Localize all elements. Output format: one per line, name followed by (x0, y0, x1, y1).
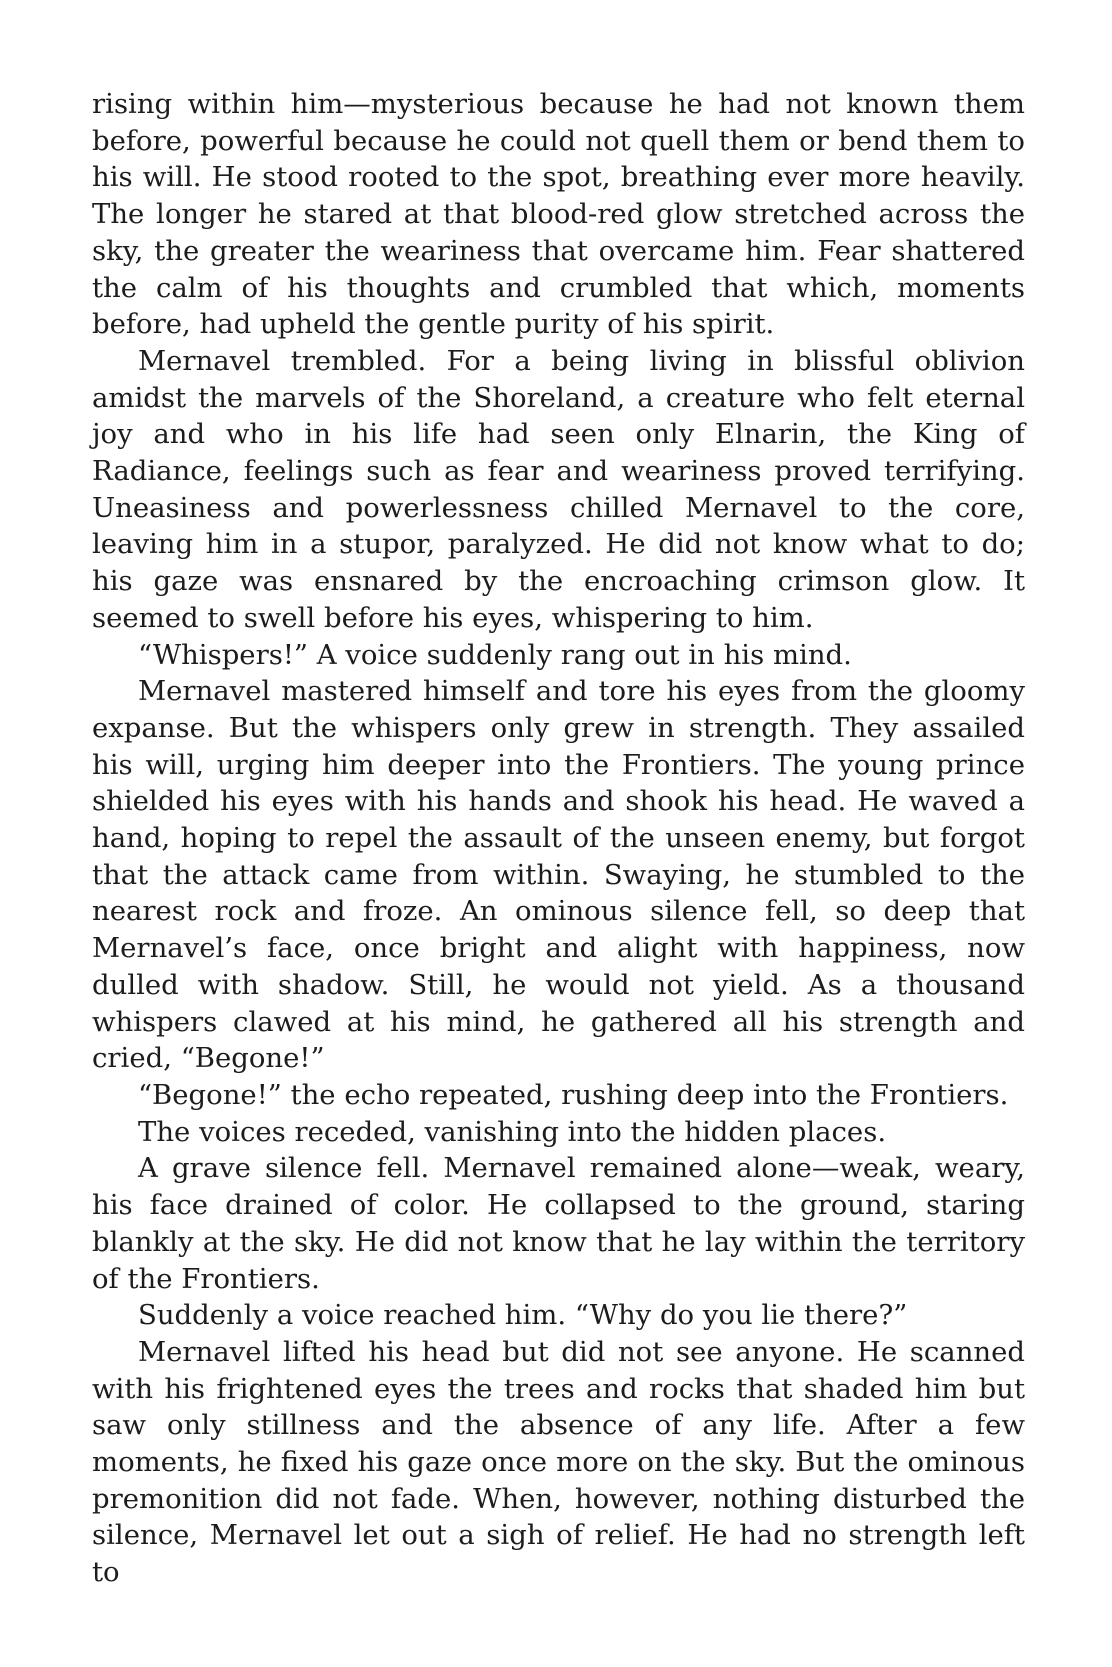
paragraph-8: Suddenly a voice reached him. “Why do you lie there?” (138, 1299, 908, 1332)
paragraph-2: Mernavel trembled. For a being living in blissful oblivion amidst the marvels of the Shoreland, a creature who felt eternal joy and who in his life had seen only Elnarin, the King of Radiance, feelings such as fear and weariness proved terrifying. Uneasiness and powerlessness chilled Mernavel to the core, leaving him in a stupor, paralyzed. He did not know what to do; his gaze was ensnared by the encroaching crimson glow. It seemed to swell before his eyes, whispering to him. (92, 344, 1025, 634)
paragraph-7: A grave silence fell. Mernavel remained alone—weak, weary, his face drained of color. He collapsed to the ground, staring blankly at the sky. He did not know that he lay within the territory of the Frontiers. (92, 1152, 1025, 1295)
paragraph-3: “Whispers!” A voice suddenly rang out in his mind. (138, 638, 852, 671)
paragraph-1: rising within him—mysterious because he had not known them before, powerful because he could not quell them or bend them to his will. He stood rooted to the spot, breathing ever more heavily. The longer he stared at that blood-red glow stretched across the sky, the greater the weariness that overcame him. Fear shattered the calm of his thoughts and crumbled that which, moments before, had upheld the gentle purity of his spirit. (92, 88, 1025, 341)
paragraph-9: Mernavel lifted his head but did not see anyone. He scanned with his frightened eyes the trees and rocks that shaded him but saw only stillness and the absence of any life. After a few moments, he fixed his gaze once more on the sky. But the ominous premonition did not fade. When, however, nothing disturbed the silence, Mernavel let out a sigh of relief. He had no strength left to (92, 1335, 1025, 1589)
paragraph-4: Mernavel mastered himself and tore his eyes from the gloomy expanse. But the whispers only grew in strength. They assailed his will, urging him deeper into the Frontiers. The young prince shielded his eyes with his hands and shook his head. He waved a hand, hoping to repel the assault of the unseen enemy, but forgot that the attack came from within. Swaying, he stumbled to the nearest rock and froze. An ominous silence fell, so deep that Mernavel’s face, once bright and alight with happiness, now dulled with shadow. Still, he would not yield. As a thousand whispers clawed at his mind, he gathered all his strength and cried, “Begone!” (92, 675, 1025, 1075)
book-page (92, 86, 1025, 1591)
paragraph-6: The voices receded, vanishing into the hidden places. (138, 1115, 887, 1148)
paragraph-5: “Begone!” the echo repeated, rushing deep into the Frontiers. (138, 1078, 1009, 1111)
